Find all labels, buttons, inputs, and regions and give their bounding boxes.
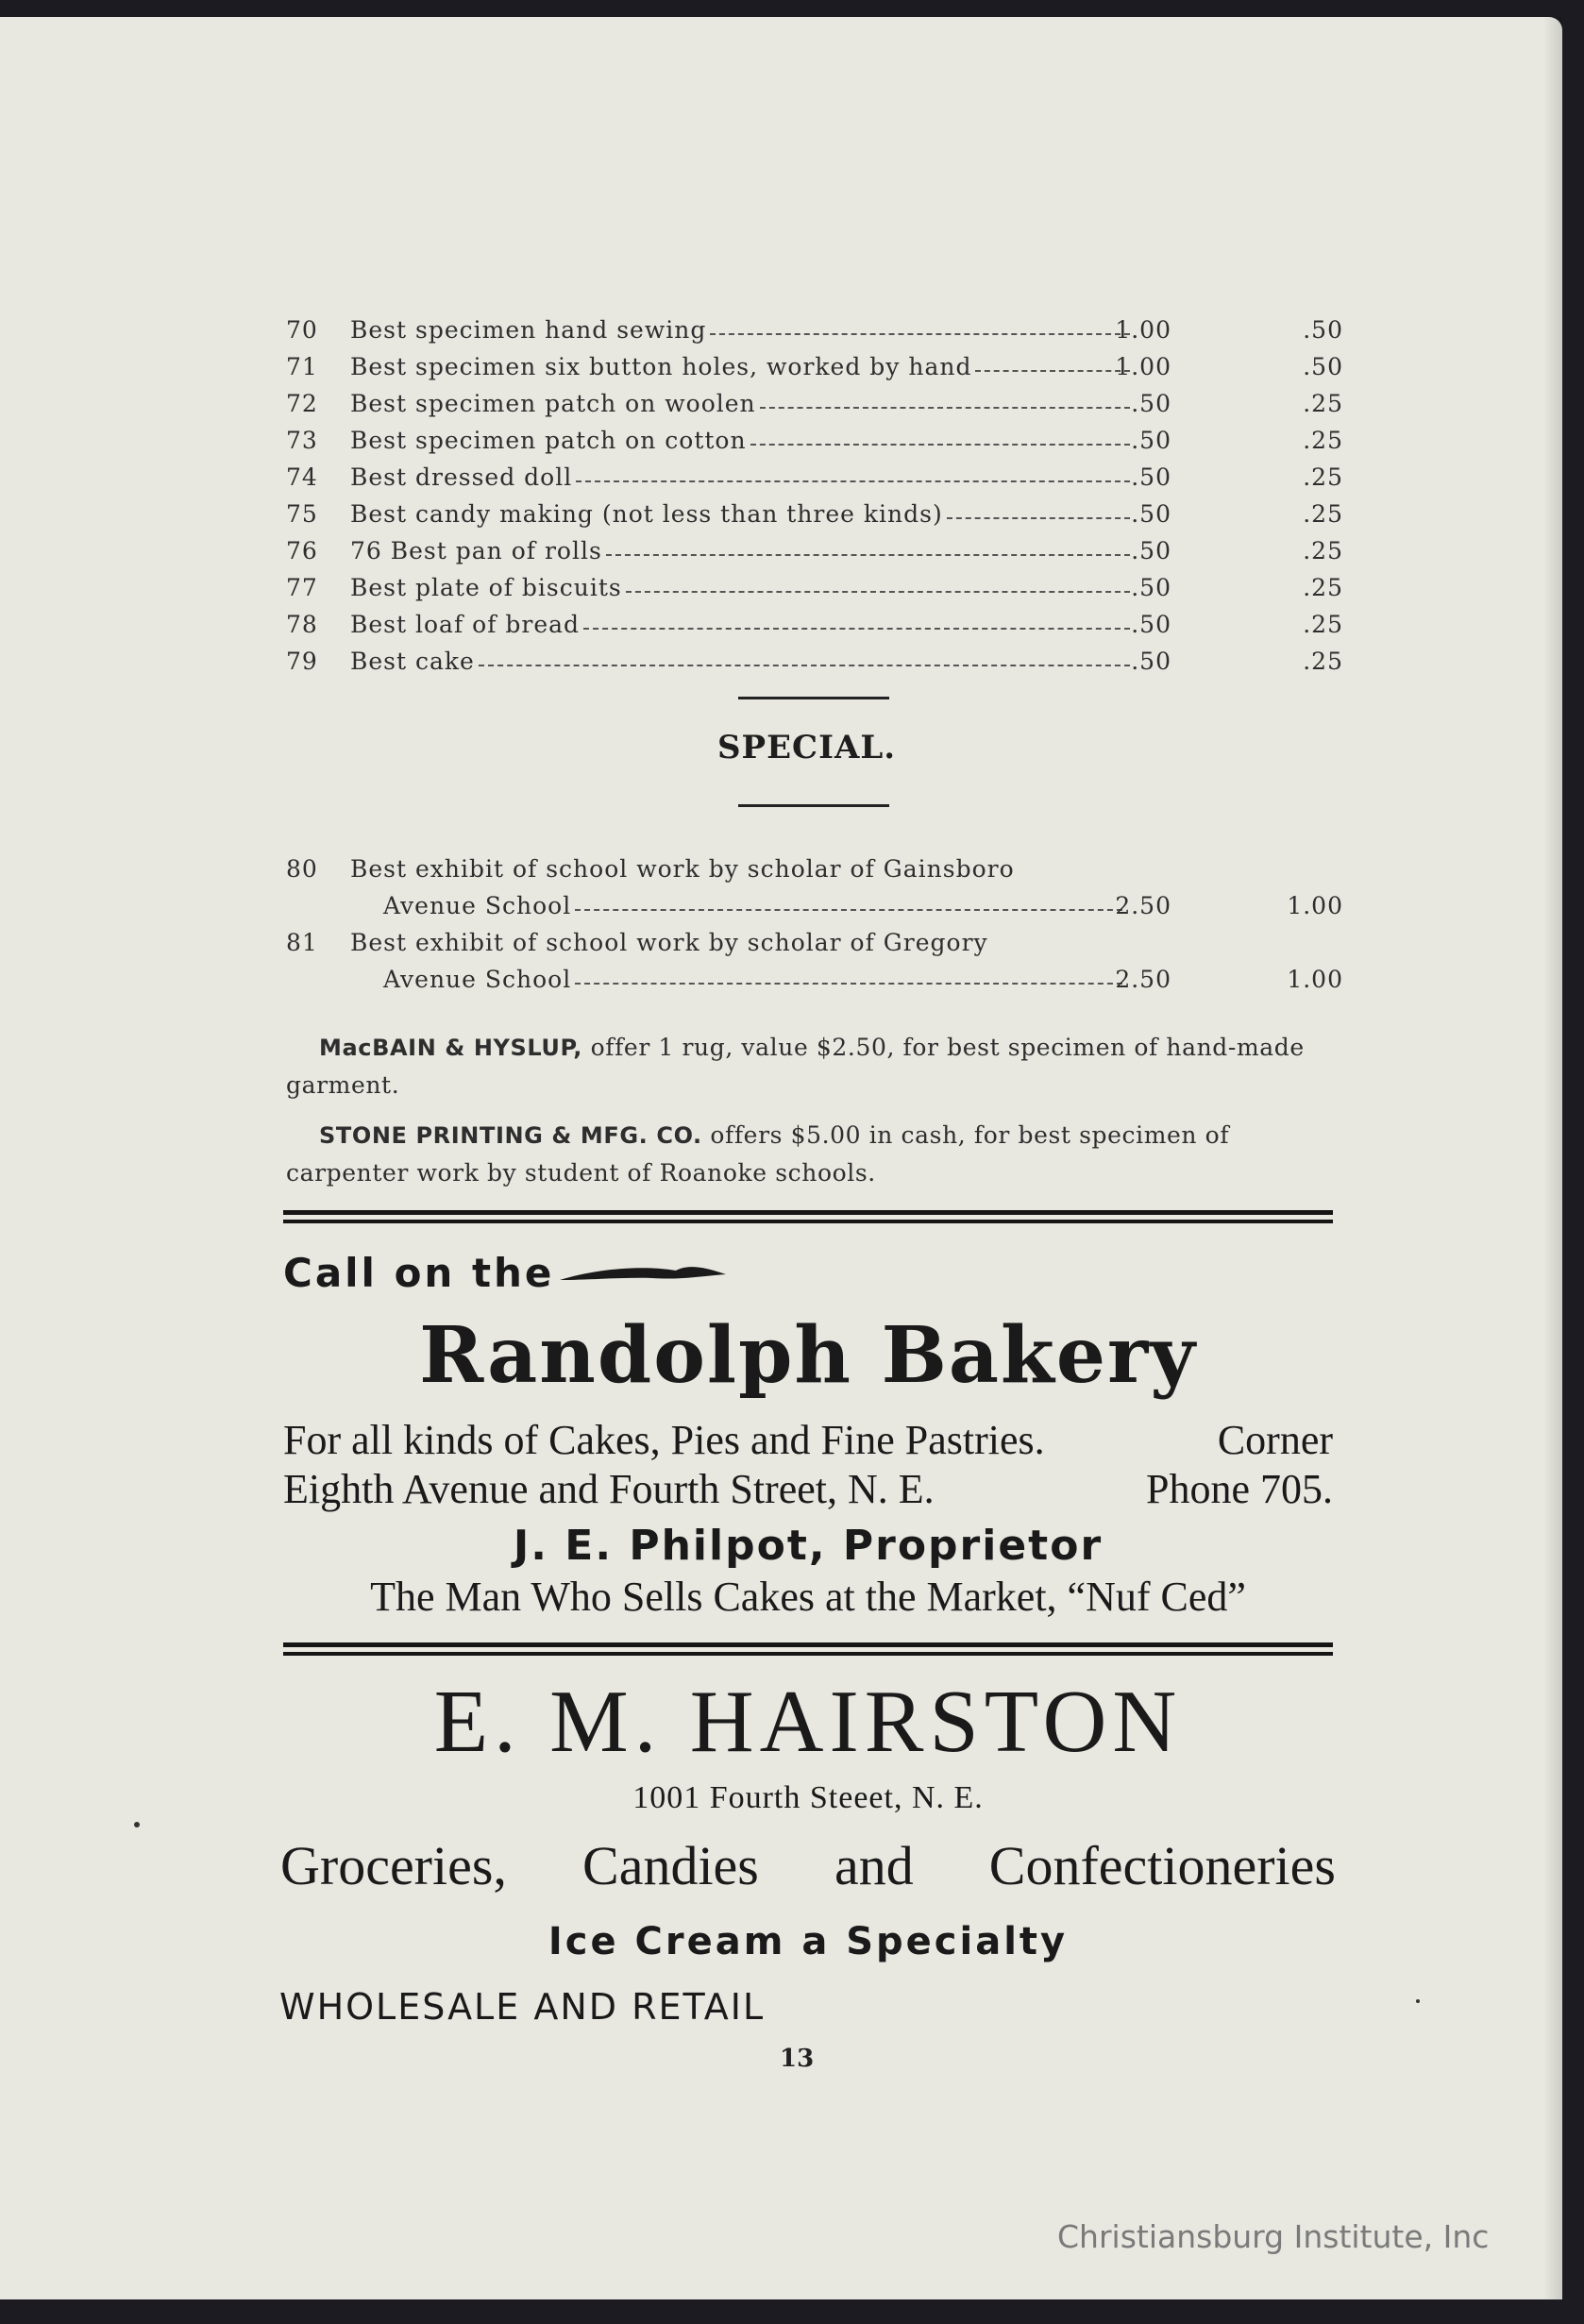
item-description-cont: Avenue School [383,966,572,993]
special-heading: SPECIAL. [717,729,897,766]
first-prize: .50 [1131,537,1171,564]
prize-row-72 [286,390,1343,427]
sponsor-name: MacBAIN & HYSLUP, [319,1035,583,1061]
prize-row-78 [286,611,1343,648]
item-description: Best dressed doll [350,463,573,491]
item-description: 76 Best pan of rolls [350,537,602,564]
item-number: 81 [286,929,318,956]
leader-dots [576,480,1130,482]
first-prize: .50 [1131,574,1171,601]
item-description: Best loaf of bread [350,611,581,638]
item-number: 72 [286,390,318,417]
first-prize: .50 [1131,611,1171,638]
prize-row-71 [286,353,1343,390]
sponsor-text: offer 1 rug, value $2.50, for best specimen of hand-made garment. [286,1034,1305,1099]
leader-dots [575,909,1122,911]
special-item-80-line1 [286,855,1343,892]
hairston-address: 1001 Fourth Steeet, N. E. [632,1780,984,1815]
page-number: 13 [780,2045,815,2073]
item-description: Best specimen patch on cotton [350,427,747,454]
hairston-goods: Groceries, Candies and Confectioneries [280,1835,1336,1896]
second-prize: .50 [1303,316,1343,344]
sponsor-note-macbain [286,1029,1334,1103]
prize-row-74 [286,463,1343,500]
first-prize: .50 [1131,390,1171,417]
prize-row-77 [286,574,1343,611]
leader-dots [575,983,1122,985]
prize-row-75 [286,500,1343,537]
item-number: 79 [286,648,318,675]
paper-speck [134,1822,140,1827]
item-number: 73 [286,427,318,454]
hairston-trade: WHOLESALE AND RETAIL [279,1986,766,2028]
first-prize: .50 [1131,500,1171,528]
prize-row-70 [286,316,1343,353]
item-description: Best exhibit of school work by scholar of Gregory [350,929,988,956]
item-number: 78 [286,611,318,638]
leader-dots [975,370,1130,372]
leader-dots [750,444,1130,446]
proprietor: J. E. Philpot, Proprietor [513,1522,1104,1570]
item-description: Best specimen patch on woolen [350,390,756,417]
second-prize: .25 [1303,500,1343,528]
prize-row-76 [286,537,1343,574]
second-prize: .50 [1303,353,1343,380]
item-number: 80 [286,855,318,883]
item-number: 74 [286,463,318,491]
first-prize: 1.00 [1115,316,1171,344]
sponsor-name: STONE PRINTING & MFG. CO. [319,1122,702,1149]
second-prize: 1.00 [1287,892,1343,919]
hairston-name: E. M. HAIRSTON [433,1673,1183,1771]
ornament-swash-icon [558,1259,728,1288]
leader-dots [583,628,1130,630]
bakery-slogan: The Man Who Sells Cakes at the Market, “Nuf Ced” [370,1574,1246,1620]
second-prize: .25 [1303,574,1343,601]
sponsor-note-stone [286,1117,1334,1191]
leader-dots [479,665,1130,666]
special-list [286,855,1343,1002]
second-prize: .25 [1303,463,1343,491]
prize-list [286,316,1343,684]
document-page [0,17,1562,2299]
leader-dots [760,407,1130,409]
item-description-cont: Avenue School [383,892,572,919]
divider-top [738,697,889,699]
watermark: Christiansburg Institute, Inc [1057,2218,1490,2255]
divider-bottom [738,804,889,807]
leader-dots [606,554,1130,556]
leader-dots [947,517,1130,519]
leader-dots [626,591,1130,593]
first-prize: 2.50 [1115,966,1171,993]
special-item-81-line1 [286,929,1343,966]
second-prize: .25 [1303,537,1343,564]
first-prize: .50 [1131,427,1171,454]
item-description: Best plate of biscuits [350,574,622,601]
item-number: 71 [286,353,318,380]
second-prize: .25 [1303,390,1343,417]
call-on-text: Call on the [283,1250,728,1296]
item-number: 70 [286,316,318,344]
prize-row-79 [286,648,1343,684]
item-description: Best exhibit of school work by scholar of Gainsboro [350,855,1015,883]
bakery-line-1: For all kinds of Cakes, Pies and Fine Pastries. Corner [283,1417,1333,1463]
item-description: Best specimen hand sewing [350,316,707,344]
first-prize: 2.50 [1115,892,1171,919]
item-description: Best specimen six button holes, worked by hand [350,353,972,380]
first-prize: .50 [1131,648,1171,675]
first-prize: 1.00 [1115,353,1171,380]
first-prize: .50 [1131,463,1171,491]
paper-speck [1416,1999,1420,2003]
hairston-specialty: Ice Cream a Specialty [548,1920,1069,1963]
sponsor-text: offers $5.00 in cash, for best specimen of carpenter work by student of Roanoke schools. [286,1121,1230,1187]
leader-dots [710,333,1130,335]
bakery-name: Randolph Bakery [419,1310,1197,1401]
item-number: 77 [286,574,318,601]
bakery-line-2: Eighth Avenue and Fourth Street, N. E. Phone 705. [283,1466,1333,1512]
second-prize: 1.00 [1287,966,1343,993]
special-item-81-line2 [286,966,1343,1002]
item-number: 75 [286,500,318,528]
special-item-80-line2 [286,892,1343,929]
double-rule-2 [283,1642,1333,1656]
item-number: 76 [286,537,318,564]
item-description: Best cake [350,648,475,675]
prize-row-73 [286,427,1343,463]
double-rule-1 [283,1210,1333,1223]
item-description: Best candy making (not less than three kinds) [350,500,943,528]
second-prize: .25 [1303,427,1343,454]
second-prize: .25 [1303,648,1343,675]
second-prize: .25 [1303,611,1343,638]
